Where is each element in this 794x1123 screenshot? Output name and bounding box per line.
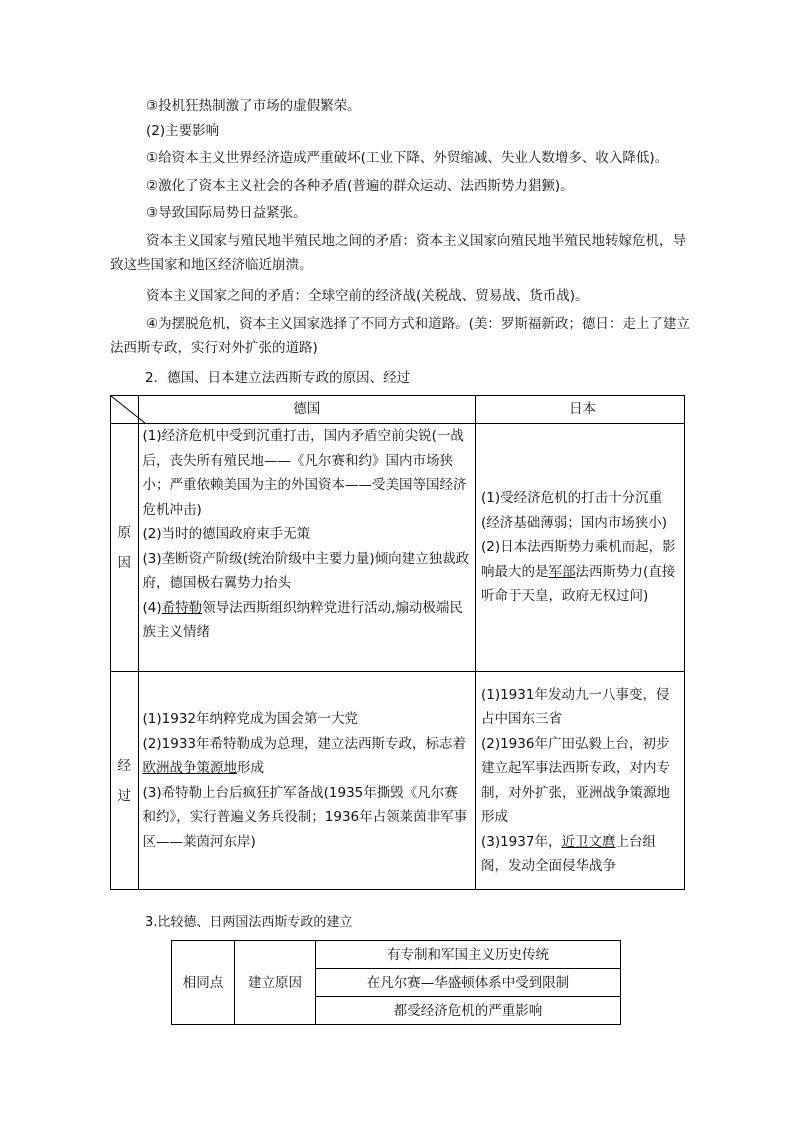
paragraph: ④为摆脱危机，资本主义国家选择了不同方式和道路。(美：罗斯福新政；德日：走上了建立法西斯专政，实行对外扩张的道路) bbox=[110, 316, 690, 356]
section-heading: 3.比较德、日两国法西斯专政的建立 bbox=[145, 915, 353, 930]
label-same: 相同点 bbox=[172, 941, 235, 1025]
reason-item: 都受经济危机的严重影响 bbox=[316, 997, 621, 1025]
cause-germany-cell bbox=[138, 424, 475, 672]
cause-germany-item: (2)当时的德国政府束手无策 bbox=[142, 526, 311, 542]
comparison-table bbox=[171, 940, 621, 1025]
cause-germany-item: (4)希特勒领导法西斯组织纳粹党进行活动,煽动极端民族主义情绪 bbox=[142, 599, 463, 640]
process-japan-item: (2)1936年广田弘毅上台，初步建立起军事法西斯专政，对内专制，对外扩张，亚洲战争策源地形成 bbox=[480, 735, 670, 825]
paragraph: ①给资本主义世界经济造成严重破坏(工业下降、外贸缩减、失业人数增多、收入降低)。 bbox=[146, 150, 669, 166]
cause-japan-item: (1)受经济危机的打击十分沉重(经济基础薄弱；国内市场狭小) bbox=[480, 490, 668, 531]
process-germany-item: (2)1933年希特勒成为总理，建立法西斯专政，标志着欧洲战争策源地形成 bbox=[142, 735, 466, 776]
reason-item: 在凡尔赛—华盛顿体系中受到限制 bbox=[316, 969, 621, 997]
process-germany-item: (1)1932年纳粹党成为国会第一大党 bbox=[142, 711, 358, 727]
row-header-process: 经 过 bbox=[111, 672, 139, 890]
cause-japan-item: (2)日本法西斯势力乘机而起，影响最大的是军部法西斯势力(直接听命于天皇，政府无权过问) bbox=[480, 539, 676, 605]
process-japan-item: (1)1931年发动九一八事变，侵占中国东三省 bbox=[480, 686, 670, 727]
paragraph: ③投机狂热制激了市场的虚假繁荣。 bbox=[146, 98, 361, 114]
section-heading: 2．德国、日本建立法西斯专政的原因、经过 bbox=[145, 370, 411, 386]
label-reason: 建立原因 bbox=[235, 941, 316, 1025]
paragraph: ③导致国际局势日益紧张。 bbox=[146, 205, 307, 221]
process-germany-item: (3)希特勒上台后疯狂扩军备战(1935年撕毁《凡尔赛和约》，实行普遍义务兵役制；1936年占领莱茵非军事区——莱茵河东岸) bbox=[142, 784, 468, 850]
cause-germany-item: (3)垄断资产阶级(统治阶级中主要力量)倾向建立独裁政府，德国极右翼势力抬头 bbox=[142, 550, 470, 591]
paragraph: 资本主义国家之间的矛盾：全球空前的经济战(关税战、贸易战、货币战)。 bbox=[146, 288, 589, 304]
germany-japan-table bbox=[110, 395, 685, 890]
process-japan-cell bbox=[475, 672, 684, 890]
diagonal-header-cell bbox=[111, 396, 139, 424]
paragraph: ②激化了资本主义社会的各种矛盾(普遍的群众运动、法西斯势力猖獗)。 bbox=[146, 178, 574, 194]
paragraph-heading: (2)主要影响 bbox=[146, 123, 220, 139]
cause-japan-cell bbox=[475, 424, 684, 672]
process-japan-item: (3)1937年，近卫文麿上台组阁，发动全面侵华战争 bbox=[480, 833, 656, 874]
reason-item: 有专制和军国主义历史传统 bbox=[316, 941, 621, 969]
paragraph: 资本主义国家与殖民地半殖民地之间的矛盾：资本主义国家向殖民地半殖民地转嫁危机，导致这些国家和地区经济临近崩溃。 bbox=[110, 233, 686, 273]
column-header-japan: 日本 bbox=[475, 396, 684, 424]
row-header-cause: 原 因 bbox=[111, 424, 139, 672]
process-germany-cell bbox=[138, 672, 475, 890]
cause-germany-item: (1)经济危机中受到沉重打击，国内矛盾空前尖锐(一战后，丧失所有殖民地——《凡尔赛和约》国内市场狭小；严重依赖美国为主的外国资本——受美国等国经济危机冲击) bbox=[142, 428, 467, 518]
column-header-germany: 德国 bbox=[138, 396, 475, 424]
